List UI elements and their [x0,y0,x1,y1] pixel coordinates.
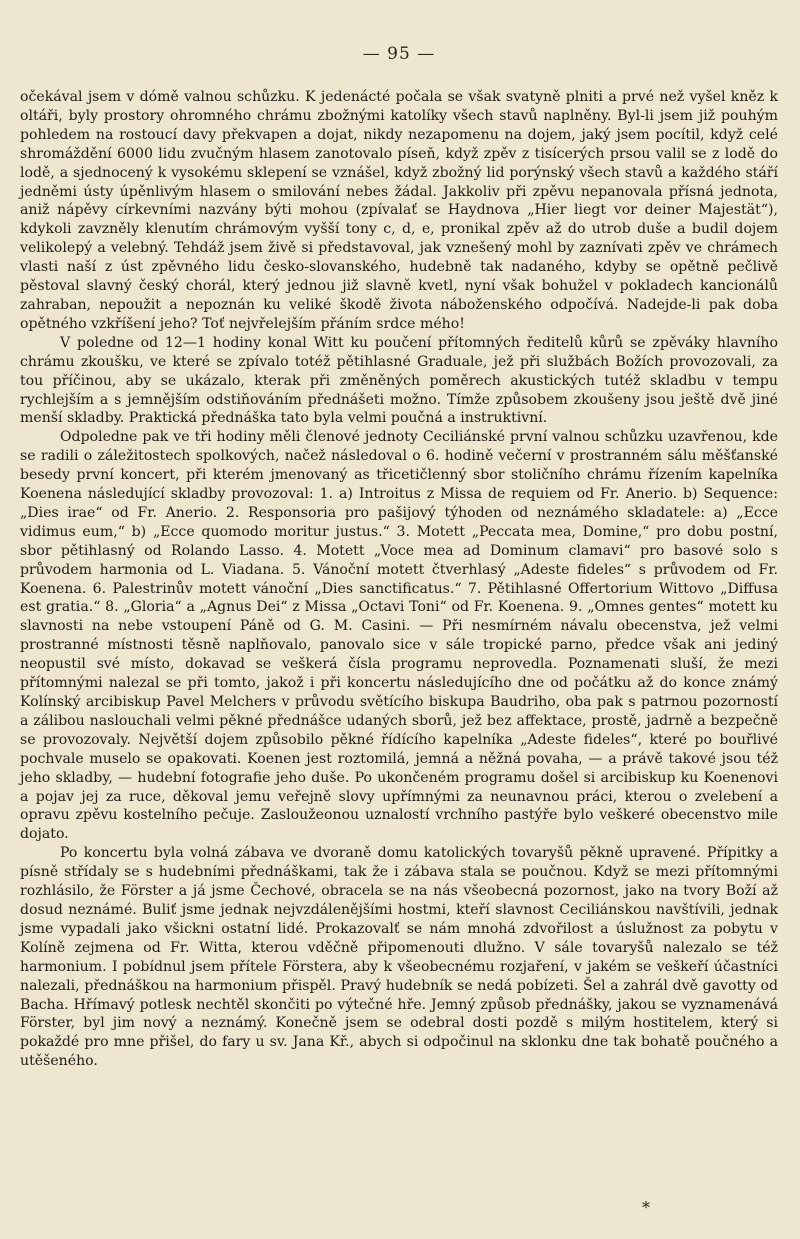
footer-asterisk: * [642,1198,650,1217]
paragraph-4: Po koncertu byla volná zábava ve dvoraně domu katolických tovaryšů pěkně upravené. Přípitky a písně střídaly se s hudebními přednáškami, tak že i zábava stala se poučnou. Když se mezi přítomnými rozhlásilo, že Förster a já jsme Čechové, obracela se na nás všeobecná pozornost, jako na tvory Boží až dosud neznámé. Buliť jsme jednak nejvzdálenějšími hostmi, kteří slavnost Ceciliánskou navštívili, jednak jsme vypadali jako všickni ostatní lidé. Prokazovalť se nám mnohá zdvořilost a úslužnost za pobytu v Kolíně zejmena od Fr. Witta, kterou vděčně připomenouti dlužno. V sále tovaryšů nalezalo se též harmonium. I pobídnul jsem přítele Förstera, aby k všeobecnému rozjaření, v jakém se veškeří účastníci nalezali, přednáškou na harmonium přispěl. Pravý hudebník se nedá pobízeti. Šel a zahrál dvě gavotty od Bacha. Hřímavý potlesk nechtěl skončiti po výtečné hře. Jemný způsob přednášky, jakou se vyznamenává Förster, byl jim nový a neznámý. Konečně jsem se odebral dosti pozdě s milým hostitelem, který si pokaždé pro mne přišel, do fary u sv. Jana Kř., abych si odpočinul na sklonku dne tak bohatě poučného a utěšeného. [20,845,778,1070]
paragraph-3: Odpoledne pak ve tři hodiny měli členové jednoty Ceciliánské první valnou schůzku uzavřenou, kde se radili o záležitostech spolkových, načež následoval o 6. hodině večerní v prostranném sálu měšťanské besedy první koncert, při kterém jmenovaný as třicetičlenný sbor stoličního chrámu řízením kapelníka Koenena následující skladby provozoval: 1. a) Introitus z Missa de requiem od Fr. Anerio. b) Sequence: „Dies irae“ od Fr. Anerio. 2. Responsoria pro pašijový týhoden od neznámého skladatele: a) „Ecce vidimus eum,“ b) „Ecce quomodo moritur justus.“ 3. Motett „Peccata mea, Domine,“ pro dobu postní, sbor pětihlasný od Rolando Lasso. 4. Motett „Voce mea ad Dominum clamavi“ pro basové solo s průvodem harmonia od L. Viadana. 5. Vánoční motett čtverhlasý „Adeste fideles“ s průvodem od Fr. Koenena. 6. Palestrinův motett vánoční „Dies sanctificatus.“ 7. Pětihlasné Offertorium Wittovo „Diffusa est gratia.“ 8. „Gloria“ a „Agnus Dei“ z Missa „Octavi Toni“ od Fr. Koenena. 9. „Omnes gentes“ motett ku slavnosti na nebe vstoupení Páně od G. M. Casini. — Při nesmírném návalu obecenstva, jež velmi prostranné místnosti těsně naplňovalo, panovalo sice v sále tropické parno, předce však ani jediný neopustil své místo, dokavad se veškerá čísla programu neprovedla. Poznamenati sluší, že mezi přítomnými nalezal se při tomto, jakož i při koncertu následujícího dne od počátku až do konce známý Kolínský arcibiskup Pavel Melchers v průvodu světícího biskupa Baudriho, oba pak s patrnou pozorností a zálibou naslouchali velmi pěkné přednášce udaných sborů, jež bez affektace, prostě, jadrně a bezpečně se provozovaly. Největší dojem způsobilo pěkné řídícího kapelníka „Adeste fideles“, které po bouřlivé pochvale muselo se opakovati. Koenen jest roztomilá, jemná a něžná povaha, — a právě takové jsou též jeho skladby, — hudební fotografie jeho duše. Po ukončeném programu došel si arcibiskup ku Koenenovi a pojav jej za ruce, děkoval jemu veřejně slovy upřímnými za neunavnou práci, kterou o zvelebení a opravu zpěvu kostelního pečuje. Zasloužeonou uznalostí vrchního pastýře bylo veškeré obecenstvo mile dojato. [20,429,778,843]
page-number: — 95 — [362,44,436,64]
paragraph-2: V poledne od 12—1 hodiny konal Witt ku poučení přítomných ředitelů kůrů se zpěváky hlavního chrámu zkoušku, ve které se zpívalo totéž pětihlasné Graduale, jež při službách Božích provozovali, za tou příčinou, aby se ukázalo, kterak při změněných poměrech akustických tutéž skladbu v tempu rychlejším a s jemnějším odstiňováním přednášeti možno. Tímže způsobem zkoušeny jsou ještě dvě jiné menší skladby. Praktická přednáška tato byla velmi poučná a instruktivní. [20,334,778,427]
paragraph-1: očekával jsem v dómě valnou schůzku. K jedenácté počala se však svatyně plniti a prvé než vyšel kněz k oltáři, byly prostory ohromného chrámu zbožnými katolíky všech stavů naplněny. Byl-li jsem již pouhým pohledem na rostoucí davy překvapen a dojat, nikdy nezapomenu na dojem, jaký jsem pocítil, když celé shromáždění 6000 lidu zvučným hlasem zanotovalo píseň, když zpěv z tisícerých prsou valil se z lodě do lodě, a sjednocený k vysokému sklepení se vznášel, když zbožný lid porýnský všech stavů a každého stáří jedněmi ústy úpěnlivým hlasem o smilování nebes žádal. Jakkoliv při zpěvu nepanovala přísná jednota, aniž nápěvy církevními nazvány býti mohou (zpívalať se Haydnova „Hier liegt vor deiner Majestät“), kdykoli zavzněly klenutím chrámovým vyšší tony c, d, e, pronikal zpěv až do utrob duše a budil dojem velikolepý a velebný. Tehdáž jsem živě si představoval, jak vznešený mohl by zaznívati zpěv ve chrámech vlasti naší z úst zpěvného lidu česko-slovanského, hudebně tak nadaného, kdyby se opětně pečlivě pěstoval slavný český chorál, který jednou již slavně kvetl, nyní však bohužel v pokladech kancionálů zahraban, nepoužit a nepoznán ku veliké škodě života náboženského odpočívá. Nadejde-li pak doba opětného vzkříšení jeho? Toť nejvřelejším přáním srdce mého! [20,89,778,332]
